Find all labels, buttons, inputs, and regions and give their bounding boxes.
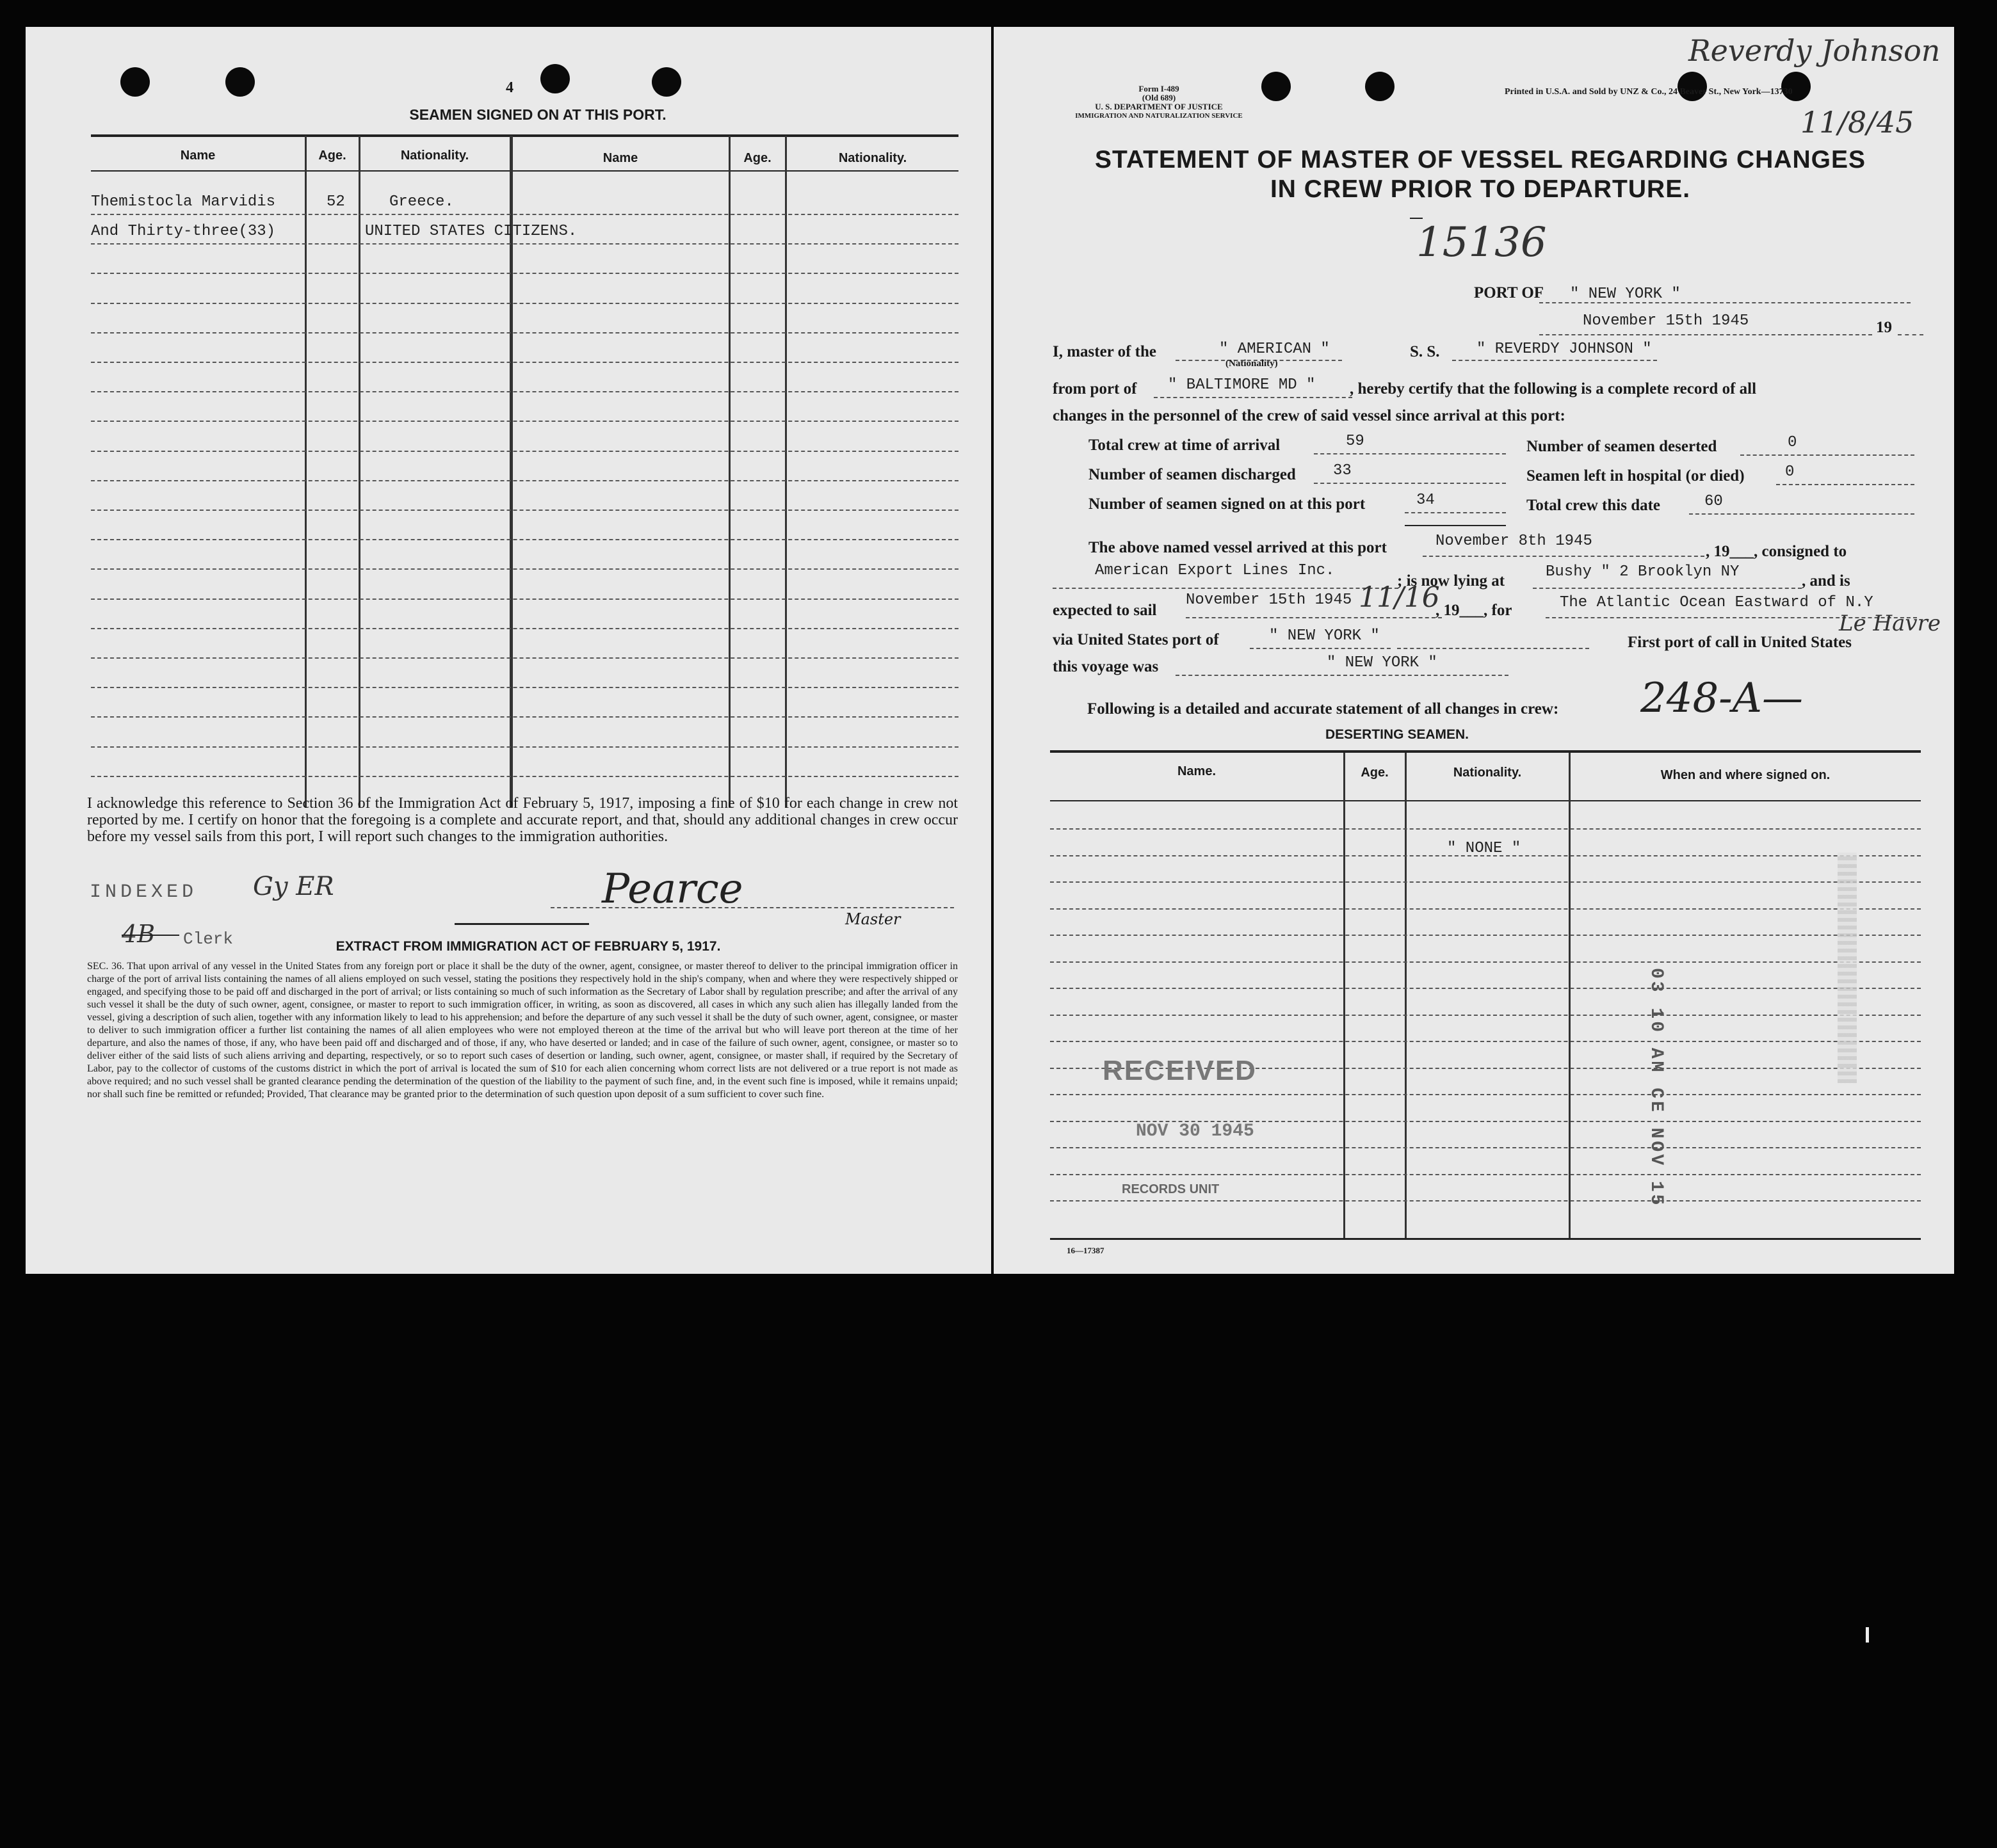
via-value: " NEW YORK " bbox=[1269, 627, 1380, 645]
hospital-label: Seamen left in hospital (or died) bbox=[1526, 467, 1745, 485]
table-row-line bbox=[1050, 935, 1921, 936]
table-row-line bbox=[91, 303, 958, 304]
column-divider bbox=[785, 136, 787, 808]
indexed-stamp: INDEXED bbox=[90, 881, 198, 903]
voyage-value: " NEW YORK " bbox=[1327, 654, 1437, 671]
and-is: , and is bbox=[1802, 572, 1850, 590]
lying-value: Bushy " 2 Brooklyn NY bbox=[1546, 563, 1740, 581]
form-number: Form I-489 bbox=[1138, 84, 1179, 93]
deserting-header-rule bbox=[1050, 800, 1921, 801]
table-row-line bbox=[91, 776, 958, 777]
col-header-age-2: Age. bbox=[743, 151, 772, 165]
deserting-title: DESERTING SEAMEN. bbox=[1325, 727, 1469, 742]
year-line bbox=[1898, 315, 1923, 335]
via-extra-line bbox=[1397, 629, 1589, 649]
punch-hole bbox=[652, 67, 681, 97]
handwritten-code: 248-A— bbox=[1640, 675, 1803, 722]
seamen-signed-title: SEAMEN SIGNED ON AT THIS PORT. bbox=[409, 106, 667, 123]
sum-rule bbox=[1405, 525, 1506, 526]
for-value: The Atlantic Ocean Eastward of N.Y bbox=[1560, 594, 1873, 611]
consigned-label: , 19___, consigned to bbox=[1706, 543, 1847, 560]
column-divider bbox=[1405, 753, 1407, 1239]
acknowledgement-text: I acknowledge this reference to Section 36 of the Immigration Act of February 5, 1917, imposing a fine of $10 for each change in crew not reported by me. I certify on honor that the foregoing is a complete and accurate report, and that, should any additional changes in crew occur before my vessel sails from this port, I will report such changes to the immigration authorities. bbox=[87, 795, 958, 845]
deserting-top-rule bbox=[1050, 750, 1921, 753]
table-row-line bbox=[1050, 961, 1921, 963]
master-signature-line bbox=[551, 907, 954, 908]
table-row-line bbox=[91, 510, 958, 511]
table-row-line bbox=[1050, 1094, 1921, 1095]
extract-title: EXTRACT FROM IMMIGRATION ACT OF FEBRUARY 5, 1917. bbox=[336, 939, 721, 954]
number-bracket bbox=[1410, 218, 1423, 219]
table-row-line bbox=[91, 332, 958, 333]
page-number: 4 bbox=[506, 79, 513, 96]
table-row-line bbox=[91, 480, 958, 481]
col-header-name: Name bbox=[180, 149, 216, 163]
table-row-line bbox=[91, 687, 958, 688]
row-name: And Thirty-three(33) bbox=[91, 223, 276, 240]
table-row-line bbox=[91, 716, 958, 718]
col-header-nationality-2: Nationality. bbox=[838, 151, 907, 165]
punch-hole bbox=[1261, 72, 1291, 101]
date-value: November 15th 1945 bbox=[1583, 312, 1749, 330]
deserting-col-age: Age. bbox=[1361, 766, 1389, 780]
arrived-label: The above named vessel arrived at this port bbox=[1088, 539, 1387, 556]
table-row-line bbox=[91, 746, 958, 748]
ss-label: S. S. bbox=[1410, 343, 1440, 360]
col-header-nationality: Nationality. bbox=[400, 149, 469, 163]
table-bottom-rule bbox=[1050, 1238, 1921, 1240]
port-of-label: PORT OF bbox=[1474, 284, 1544, 301]
from-port-value: " BALTIMORE MD " bbox=[1168, 376, 1316, 394]
consignee-value: American Export Lines Inc. bbox=[1095, 562, 1335, 579]
right-page bbox=[994, 27, 1954, 1274]
punch-hole bbox=[1365, 72, 1395, 101]
form-title-line1: STATEMENT OF MASTER OF VESSEL REGARDING CHANGES bbox=[1094, 146, 1866, 173]
old-form-number: (Old 689) bbox=[1142, 93, 1176, 102]
table-row-line bbox=[91, 539, 958, 540]
faded-stamp-mark bbox=[1838, 853, 1857, 1083]
records-unit-stamp: RECORDS UNIT bbox=[1122, 1182, 1220, 1196]
deserting-entry: " NONE " bbox=[1447, 840, 1521, 857]
handwritten-number: 15136 bbox=[1416, 219, 1547, 266]
department: U. S. DEPARTMENT OF JUSTICE bbox=[1095, 102, 1223, 111]
clerk-underline bbox=[122, 935, 179, 936]
nationality-caption: (Nationality) bbox=[1225, 358, 1278, 369]
expected-label: expected to sail bbox=[1053, 602, 1157, 619]
signed-on-label: Number of seamen signed on at this port bbox=[1088, 495, 1366, 513]
column-divider bbox=[1569, 753, 1571, 1239]
port-of-value: " NEW YORK " bbox=[1570, 285, 1681, 303]
service: IMMIGRATION AND NATURALIZATION SERVICE bbox=[1075, 112, 1243, 120]
master-of-label: I, master of the bbox=[1053, 343, 1156, 360]
table-row-line bbox=[1050, 1174, 1921, 1175]
deserting-col-signed-on: When and where signed on. bbox=[1660, 768, 1831, 782]
col-header-age: Age. bbox=[318, 149, 346, 163]
form-title-line2: IN CREW PRIOR TO DEPARTURE. bbox=[1270, 175, 1691, 203]
following-label: Following is a detailed and accurate statement of all changes in crew: bbox=[1087, 700, 1559, 718]
table-row-line bbox=[1050, 881, 1921, 883]
left-page bbox=[26, 27, 991, 1274]
table-row-line bbox=[91, 391, 958, 392]
handwritten-ship-name: Reverdy Johnson bbox=[1688, 33, 1941, 68]
lying-label: ; is now lying at bbox=[1397, 572, 1505, 590]
master-signature: Pearce bbox=[602, 865, 743, 913]
speck bbox=[1866, 1627, 1869, 1643]
table-row-line bbox=[1050, 1147, 1921, 1148]
via-label: via United States port of bbox=[1053, 631, 1219, 648]
printer-note: Printed in U.S.A. and Sold by UNZ & Co., 24 Beaver St., New York—13730 bbox=[1505, 87, 1793, 97]
table-row-line bbox=[1050, 988, 1921, 989]
table-row-line bbox=[1050, 1041, 1921, 1042]
signed-on-value: 34 bbox=[1416, 492, 1435, 509]
table-row-line bbox=[91, 628, 958, 629]
total-date-value: 60 bbox=[1704, 493, 1723, 510]
table-row-line bbox=[1050, 1200, 1921, 1201]
master-label: Master bbox=[845, 910, 901, 928]
deserted-label: Number of seamen deserted bbox=[1526, 438, 1717, 455]
total-crew-arrival-label: Total crew at time of arrival bbox=[1088, 437, 1281, 454]
expected-handwritten: 11/16 bbox=[1359, 581, 1440, 614]
table-row-line bbox=[91, 657, 958, 659]
table-row-line bbox=[91, 243, 958, 245]
punch-hole bbox=[225, 67, 255, 97]
changes-text: changes in the personnel of the crew of said vessel since arrival at this port: bbox=[1053, 407, 1565, 424]
form-footer: 16—17387 bbox=[1067, 1246, 1104, 1255]
table-row-line bbox=[91, 599, 958, 600]
table-row-line bbox=[1050, 828, 1921, 830]
clerk-initials: 4B bbox=[122, 920, 156, 948]
table-row-line bbox=[91, 451, 958, 452]
hospital-value: 0 bbox=[1785, 463, 1795, 481]
column-divider bbox=[1343, 753, 1345, 1239]
table-row-line bbox=[91, 421, 958, 422]
deserted-value: 0 bbox=[1788, 434, 1797, 451]
column-divider bbox=[359, 136, 360, 808]
extract-rule bbox=[455, 923, 589, 925]
for-handwritten: Le Havre bbox=[1839, 611, 1941, 636]
received-date-stamp: NOV 30 1945 bbox=[1136, 1121, 1254, 1141]
clerk-label: Clerk bbox=[183, 929, 234, 949]
table-row-line bbox=[91, 568, 958, 570]
total-date-label: Total crew this date bbox=[1526, 497, 1661, 514]
table-top-rule bbox=[91, 134, 958, 137]
from-port-label: from port of bbox=[1053, 380, 1137, 398]
table-row-line bbox=[91, 362, 958, 363]
form-header bbox=[1056, 84, 1261, 120]
table-row-line bbox=[91, 214, 958, 215]
certify-text: , hereby certify that the following is a complete record of all bbox=[1350, 380, 1757, 398]
rotated-time-stamp: 03 10 AM CE NOV 15 bbox=[1646, 968, 1666, 1208]
deserting-col-nationality: Nationality. bbox=[1453, 766, 1522, 780]
nationality-value: " AMERICAN " bbox=[1219, 341, 1330, 358]
initials-signature: Gy ER bbox=[253, 872, 334, 901]
deserted-line bbox=[1740, 435, 1914, 456]
table-row-line bbox=[1050, 1015, 1921, 1016]
ship-value: " REVERDY JOHNSON " bbox=[1476, 341, 1652, 358]
extract-text: SEC. 36. That upon arrival of any vessel in the United States from any foreign port or place it shall be the duty of the owner, agent, consignee, or master thereof to deliver to the principal immigration officer in charge of the port of arrival lists containing the names of all aliens employed on such vessel, stating the positions they respectively hold in the ship's company, when and where they were respectively shipped or engaged, and specifying those to be paid off and discharged in the port of arrival; or lists containing so much of such information as the Secretary of Labor shall by regulation prescribe; and after the arrival of any such vessel it shall be the duty of such owner, agent, consignee, or master to report to such immigration officer, in writing, as soon as discovered, all cases in which any such alien has illegally landed from the vessel, giving a description of such alien, together with any information likely to lead to his apprehension; and before the departure of any such vessel it shall be the duty of such owner, agent, consignee, or master to deliver to such immigration officer a further list containing the names of all alien employees who were not employed thereon at the time of the arrival but who will leave port thereon at the time of her departure, and also the names of those, if any, who have been paid off and discharged and of those, if any, who have deserted or landed; and in case of the failure of such owner, agent, consignee, or master so to deliver either of the said lists of such aliens arriving and departing, respectively, or so to report such cases of desertion or landing, such owner, agent, consignee, or master shall, if required by the Secretary of Labor, pay to the collector of customs of the customs district in which the port of arrival is located the sum of $10 for each alien concerning whom correct lists are not delivered or a true report is not made as above required; and no such vessel shall be granted clearance pending the determination of the question of the liability to the payment of such fine, and, in the event such fine is imposed, while it remains unpaid; nor shall such fine be remitted or refunded; Provided, That clearance may be granted prior to the determination of such question upon deposit of a sum sufficient to cover such fine. bbox=[87, 961, 958, 1100]
discharged-value: 33 bbox=[1333, 462, 1352, 479]
year-suffix: 19 bbox=[1876, 319, 1892, 336]
first-port-label: First port of call in United States bbox=[1628, 634, 1852, 651]
handwritten-date: 11/8/45 bbox=[1800, 105, 1914, 140]
punch-hole bbox=[120, 67, 150, 97]
punch-hole bbox=[540, 64, 570, 93]
deserting-col-name: Name. bbox=[1177, 764, 1217, 778]
received-stamp: RECEIVED bbox=[1103, 1055, 1257, 1086]
discharged-label: Number of seamen discharged bbox=[1088, 466, 1296, 483]
row-nationality: UNITED STATES CITIZENS. bbox=[365, 223, 578, 240]
voyage-label: this voyage was bbox=[1053, 658, 1159, 675]
column-divider bbox=[729, 136, 731, 808]
for-label: , 19___, for bbox=[1435, 602, 1512, 619]
row-nationality: Greece. bbox=[389, 193, 454, 211]
total-crew-arrival-value: 59 bbox=[1346, 433, 1364, 450]
row-name: Themistocla Marvidis bbox=[91, 193, 276, 211]
hospital-line bbox=[1776, 465, 1914, 485]
arrived-value: November 8th 1945 bbox=[1435, 533, 1592, 550]
table-row-line bbox=[91, 273, 958, 274]
col-header-name-2: Name bbox=[602, 151, 638, 165]
table-header-rule bbox=[91, 170, 958, 172]
total-crew-arrival-line bbox=[1314, 434, 1506, 454]
expected-value: November 15th 1945 bbox=[1186, 591, 1352, 609]
row-age: 52 bbox=[327, 193, 345, 211]
table-row-line bbox=[1050, 908, 1921, 910]
column-divider bbox=[305, 136, 307, 808]
